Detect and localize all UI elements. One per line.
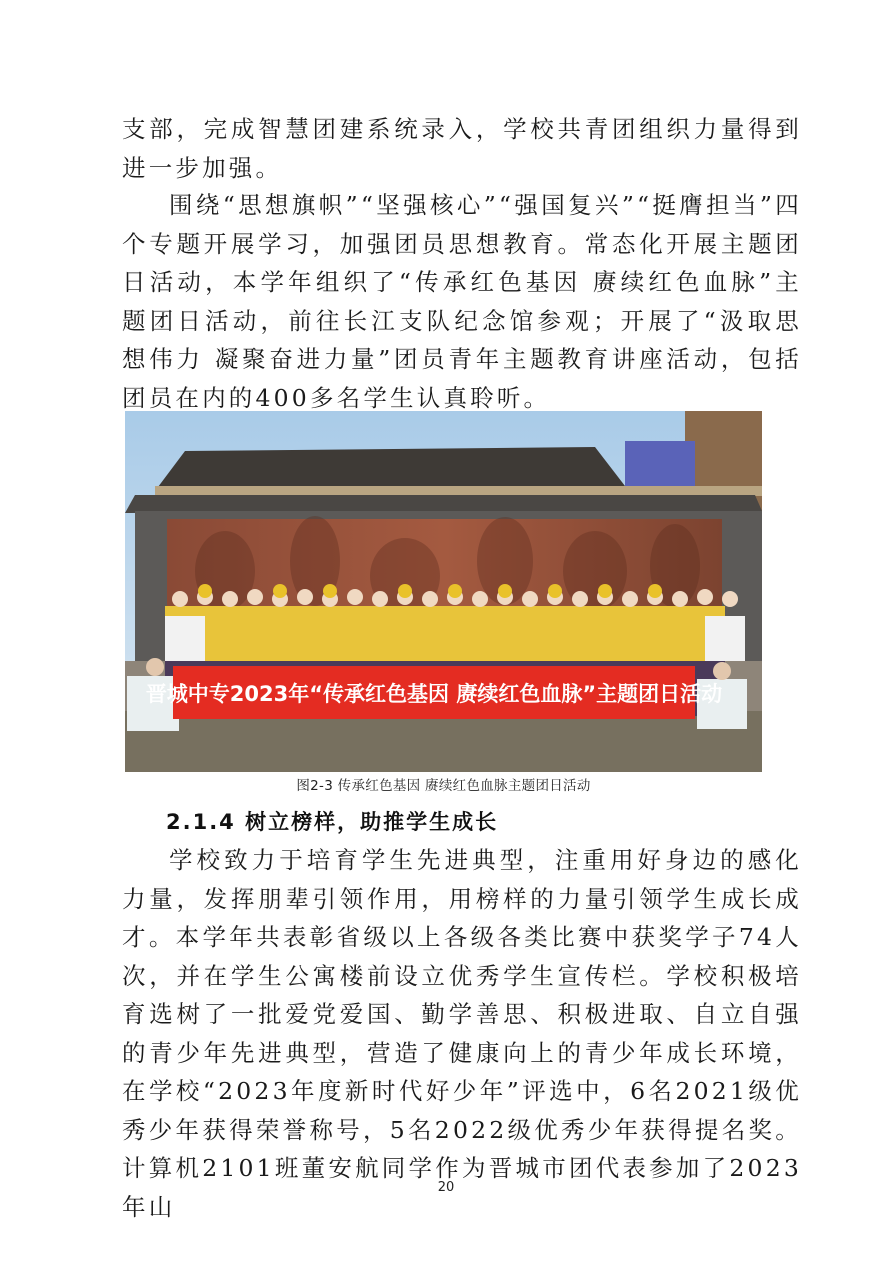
section-heading: 2.1.4 树立榜样，助推学生成长 (166, 810, 499, 834)
photo-illustration (125, 411, 762, 772)
activity-photo (125, 411, 762, 772)
lower-roof (125, 495, 762, 513)
figure-caption: 图2-3 传承红色基因 赓续红色血脉主题团日活动 (296, 778, 591, 794)
paragraph-study-themes: 围绕“思想旗帜”“坚强核心”“强国复兴”“挺膺担当”四个专题开展学习，加强团员思想教育。常态化开展主题团日活动，本学年组织了“传承红色基因 赓续红色血脉”主题团日活动，前往长江支队纪念馆参观；开展了“汲取思想伟力 凝聚奋进力量”团员青年主题教育讲座活动，包括团员在内的400多名学生认真聆听。 (122, 191, 802, 412)
page-number: 20 (437, 1180, 455, 1195)
upper-roof (155, 447, 625, 491)
paragraph-role-models: 学校致力于培育学生先进典型，注重用好身边的感化力量，发挥朋辈引领作用，用榜样的力量引领学生成长成才。本学年共表彰省级以上各级各类比赛中获奖学子74人次，并在学生公寓楼前设立优秀学生宣传栏。学校积极培育选树了一批爱党爱国、勤学善思、积极进取、自立自强的青少年先进典型，营造了健康向上的青少年成长环境，在学校“2023年度新时代好少年”评选中，6名2021级优秀少年获得荣誉称号，5名2022级优秀少年获得提名奖。计算机2101班董安航同学作为晋城市团代表参加了2023年山 (122, 846, 802, 1221)
solar-panel (625, 441, 695, 486)
banner-text: 晋城中专2023年“传承红色基因 赓续红色血脉”主题团日活动 (145, 682, 723, 706)
paragraph-continuation: 支部，完成智慧团建系统录入，学校共青团组织力量得到进一步加强。 (122, 115, 802, 182)
